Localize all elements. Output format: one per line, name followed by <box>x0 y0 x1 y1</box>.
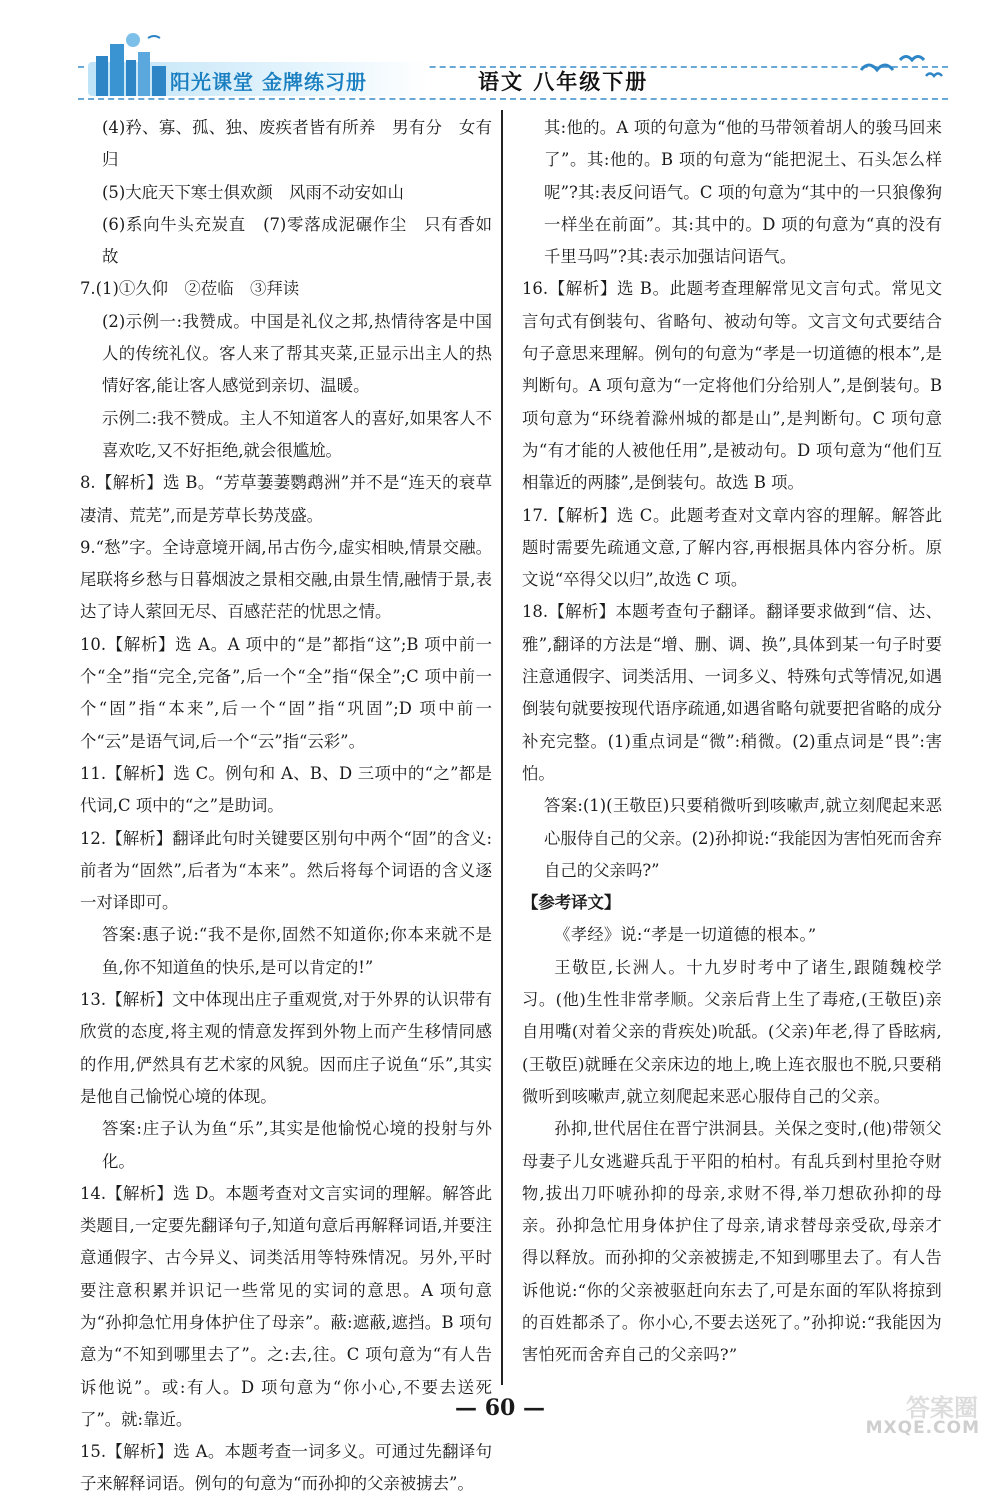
left-para-13: 13.【解析】文中体现出庄子重观赏,对于外界的认识带有欣赏的态度,将主观的情意发挥到外物上而产生移情同感的作用,俨然具有艺术家的风貌。因而庄子说鱼“乐”,其实是他自己愉悦心境的体现。 <box>80 990 492 1106</box>
brand-title: 阳光课堂 金牌练习册 <box>170 70 367 94</box>
left-para-14: 答案:庄子认为鱼“乐”,其实是他愉悦心境的投射与外化。 <box>102 1119 492 1171</box>
right-para-5: 答案:(1)(王敬臣)只要稍微听到咳嗽声,就立刻爬起来恶心服侍自己的父亲。(2)孙抑说:“我能因为害怕死而舍弃自己的父亲吗?” <box>544 796 942 880</box>
page-header <box>78 30 948 102</box>
left-para-15: 14.【解析】选 D。本题考查对文言实词的理解。解答此类题目,一定要先翻译句子,知道句意后再解释词语,并要注意通假字、古今异义、词类活用等特殊情况。另外,平时要注意积累并识记一些常见的实词的意思。A 项句意为“孙抑急忙用身体护住了母亲”。蔽:遮蔽,遮挡。B 项句意为“不知到哪里去了”。之:去,往。C 项句意为“有人告诉他说”。或:有人。D 项句意为“你小心,不要去送死了”。就:靠近。 <box>80 1183 492 1429</box>
translation-block <box>522 919 942 1371</box>
left-para-3: (6)系向牛头充炭直 (7)零落成泥碾作尘 只有香如故 <box>102 214 492 267</box>
watermark-bottom-text: MXQE.COM <box>865 1418 980 1438</box>
watermark-top-text: 答案圈 <box>906 1394 978 1422</box>
right-para-4: 18.【解析】本题考查句子翻译。翻译要求做到“信、达、雅”,翻译的方法是“增、删、调、换”,具体到某一句子时要注意通假字、词类活用、一词多义、特殊句式等情况,如遇倒装句就要按现代语序疏通,如遇省略句就要把省略的成分补充完整。(1)重点词是“微”:稍微。(2)重点词是“畏”:害怕。 <box>522 602 942 783</box>
birds-icon <box>856 48 946 88</box>
right-para-3: 17.【解析】选 C。此题考查对文章内容的理解。解答此题时需要先疏通文意,了解内容,再根据具体内容分析。原文说“卒得父以归”,故选 C 项。 <box>522 505 942 590</box>
left-para-1: (4)矜、寡、孤、独、废疾者皆有所养 男有分 女有归 <box>102 118 492 170</box>
column-divider <box>501 110 503 1385</box>
translation-para-1: 《孝经》说:“孝是一切道德的根本。” <box>554 925 817 945</box>
left-para-10: 11.【解析】选 C。例句和 A、B、D 三项中的“之”都是代词,C 项中的“之”是助词。 <box>80 763 492 816</box>
watermark-logo <box>862 1388 982 1442</box>
right-column <box>522 112 942 1372</box>
left-para-16: 15.【解析】选 A。本题考查一词多义。可通过先翻译句子来解释词语。例句的句意为“而孙抑的父亲被掳去”。 <box>80 1442 492 1494</box>
translation-para-3: 孙抑,世代居住在晋宁洪洞县。关保之变时,(他)带领父母妻子儿女逃避兵乱于平阳的柏村。有乱兵到村里抢夺财物,拔出刀吓唬孙抑的母亲,求财不得,举刀想砍孙抑的母亲。孙抑急忙用身体护住了母亲,请求替母亲受砍,母亲才得以释放。而孙抑的父亲被掳走,不知到哪里去了。有人告诉他说:“你的父亲被驱赶向东去了,可是东面的军队将掠到的百姓都杀了。你小心,不要去送死了。”孙抑说:“我能因为害怕死而舍弃自己的父亲吗?” <box>522 1119 942 1365</box>
left-para-5: (2)示例一:我赞成。中国是礼仪之邦,热情待客是中国人的传统礼仪。客人来了帮其夹菜,正显示出主人的热情好客,能让客人感觉到亲切、温暖。 <box>102 311 492 396</box>
left-para-4: 7.(1)①久仰 ②莅临 ③拜读 <box>80 279 300 299</box>
translation-para-2: 王敬臣,长洲人。十九岁时考中了诸生,跟随魏校学习。(他)生性非常孝顺。父亲后背上生了毒疮,(王敬臣)亲自用嘴(对着父亲的背疾处)吮舐。(父亲)年老,得了昏眩病,(王敬臣)就睡在父亲床边的地上,晚上连衣服也不脱,只要稍微听到咳嗽声,就立刻爬起来恶心服侍自己的父亲。 <box>522 957 942 1106</box>
left-para-6: 示例二:我不赞成。主人不知道客人的喜好,如果客人不喜欢吃,又不好拒绝,就会很尴尬。 <box>102 408 492 460</box>
left-para-8: 9.“愁”字。全诗意境开阔,吊古伤今,虚实相映,情景交融。尾联将乡愁与日暮烟波之景相交融,由景生情,融情于景,表达了诗人萦回无尽、百感茫茫的忧思之情。 <box>80 537 492 622</box>
left-column <box>80 112 492 1501</box>
right-para-2: 16.【解析】选 B。此题考查理解常见文言句式。常见文言句式有倒装句、省略句、被动句等。文言文句式要结合句子意思来理解。例句的句意为“孝是一切道德的根本”,是判断句。A 项句意为“一定将他们分给别人”,是倒装句。B 项句意为“环绕着滁州城的都是山”,是判断句。C 项句意为“有才能的人被他任用”,是被动句。D 项句意为“他们互相靠近的两膝”,是倒装句。故选 B 项。 <box>522 279 942 493</box>
subject-title: 语文 八年级下册 <box>478 70 649 94</box>
right-para-1: 其:他的。A 项的句意为“他的马带领着胡人的骏马回来了”。其:他的。B 项的句意为“能把泥土、石头怎么样呢”?其:表反问语气。C 项的句意为“其中的一只狼像狗一样坐在前面”。其:其中的。D 项的句意为“真的没有千里马吗”?其:表示加强诘问语气。 <box>544 118 942 267</box>
city-skyline-icon <box>78 30 178 100</box>
left-para-9: 10.【解析】选 A。A 项中的“是”都指“这”;B 项中前一个“全”指“完全,完备”,后一个“全”指“保全”;C 项中前一个“固”指“本来”,后一个“固”指“巩固”;D 项中前一个“云”是语气词,后一个“云”指“云彩”。 <box>80 634 492 751</box>
left-para-7: 8.【解析】选 B。“芳草萋萋鹦鹉洲”并不是“连天的衰草凄清、荒芜”,而是芳草长势茂盛。 <box>80 473 492 525</box>
page-number: — 60 — <box>455 1395 545 1421</box>
reference-translation-heading: 【参考译文】 <box>522 893 621 913</box>
left-para-2: (5)大庇天下寒士俱欢颜 风雨不动安如山 <box>102 182 404 202</box>
left-para-12: 答案:惠子说:“我不是你,固然不知道你;你本来就不是鱼,你不知道鱼的快乐,是可以肯定的!” <box>102 925 492 977</box>
left-para-11: 12.【解析】翻译此句时关键要区别句中两个“固”的含义:前者为“固然”,后者为“本来”。然后将每个词语的含义逐一对译即可。 <box>80 828 492 913</box>
